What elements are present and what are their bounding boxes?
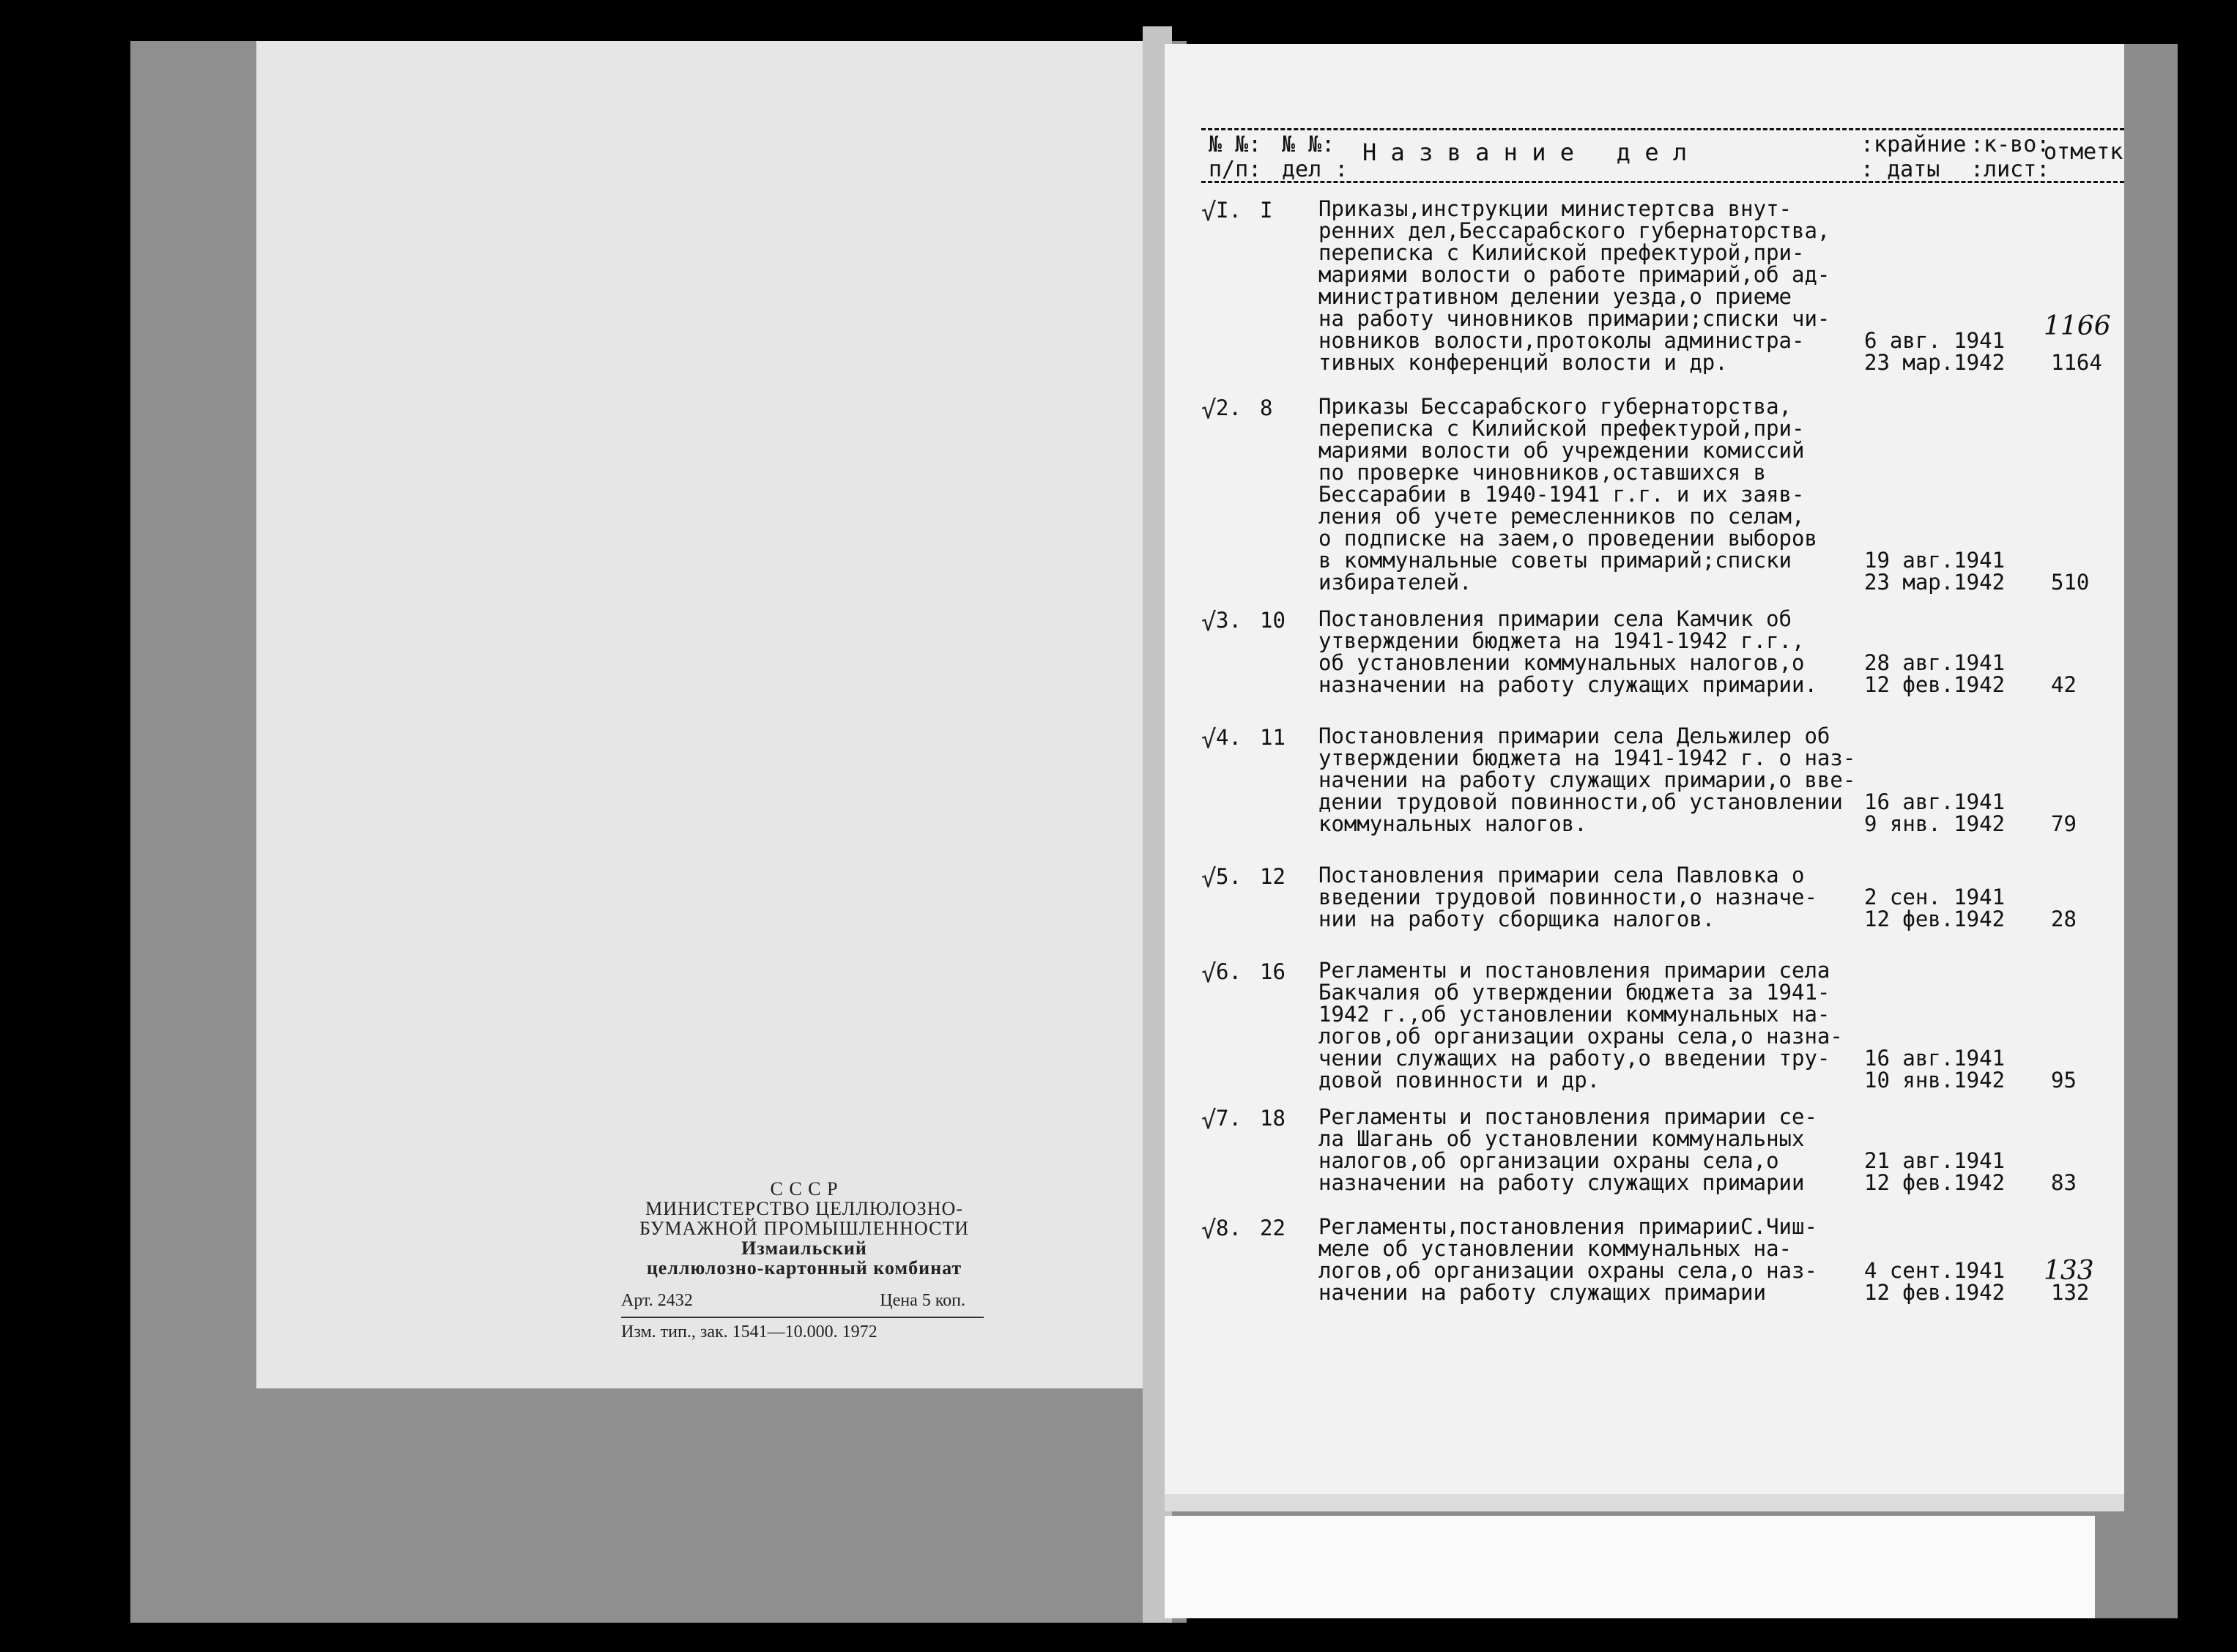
sheet-count: 28 (2051, 907, 2077, 931)
date-range (1864, 548, 2006, 595)
imprint-footer: Изм. тип., зак. 1541—10.000. 1972 (621, 1322, 878, 1342)
date-start: 2 сен. 1941 (1864, 885, 2006, 909)
imprint-line-1: С С С Р (770, 1178, 839, 1199)
date-end: 23 мар.1942 (1864, 570, 2006, 595)
date-end: 23 мар.1942 (1864, 350, 2006, 375)
row-number: 5. (1216, 864, 1242, 889)
row-number: I. (1216, 198, 1242, 223)
checkmark-icon: √ (1201, 395, 1217, 425)
header-rule-top (1201, 128, 2124, 130)
header-rule-bottom (1201, 181, 2124, 183)
imprint-art: Арт. 2432 (621, 1291, 693, 1310)
row-number: 3. (1216, 608, 1242, 633)
date-end: 12 фев.1942 (1864, 907, 2006, 931)
file-number: 11 (1260, 725, 1286, 750)
header-sheets: :к-во: :лист: (1970, 132, 2050, 182)
header-title: Н а з в а н и е д е л (1362, 138, 1688, 166)
file-number: 16 (1260, 959, 1286, 984)
date-start: 6 авг. 1941 (1864, 328, 2006, 353)
imprint-divider (621, 1317, 984, 1318)
row-number: 2. (1216, 395, 1242, 420)
date-range (1864, 1258, 2006, 1305)
imprint-line-3: БУМАЖНОЙ ПРОМЫШЛЕННОСТИ (639, 1218, 969, 1239)
date-range (1864, 1148, 2006, 1195)
row-number: 7. (1216, 1106, 1242, 1131)
file-number: 10 (1260, 608, 1286, 633)
date-end: 12 фев.1942 (1864, 1170, 2006, 1195)
sheet-count: 1164 (2051, 350, 2102, 375)
date-range (1864, 1046, 2006, 1093)
file-title: Постановления примарии села Дельжилер об утверждении бюджета на 1941-1942 г. о наз- начении на работу служащих примарии,о вве- дении трудовой повинности,об установлении коммунальных налогов. (1318, 723, 1856, 836)
publisher-imprint (621, 1179, 987, 1342)
file-title: Регламенты и постановления примарии села Бакчалия об утверждении бюджета за 1941- 1942 г.,об установлении коммунальных на- логов,об организации охраны села,о назна- чении служащих на работу,о введении тру- довой повинности и др. (1318, 958, 1843, 1093)
sheet-count: 510 (2051, 570, 2090, 595)
imprint-line-5: целлюлозно-картонный комбинат (646, 1257, 962, 1279)
date-end: 12 фев.1942 (1864, 1280, 2006, 1305)
imprint-price: Цена 5 коп. (880, 1291, 965, 1310)
paper-tab (1165, 1516, 2095, 1618)
sheet-count: 79 (2051, 811, 2077, 836)
sheet-count: 42 (2051, 672, 2077, 697)
file-number: 18 (1260, 1106, 1286, 1131)
sheet-count: 95 (2051, 1068, 2077, 1093)
table-header (1201, 128, 2124, 187)
imprint-art-price (621, 1291, 987, 1311)
date-start: 21 авг.1941 (1864, 1148, 2006, 1173)
file-number: I (1260, 198, 1273, 223)
row-number: 6. (1216, 959, 1242, 984)
imprint-line-4: Измаильский (741, 1238, 867, 1259)
checkmark-icon: √ (1201, 1216, 1217, 1245)
date-start: 28 авг.1941 (1864, 650, 2006, 675)
imprint-line-2: МИНИСТЕРСТВО ЦЕЛЛЮЛОЗНО- (645, 1198, 963, 1219)
file-number: 22 (1260, 1216, 1286, 1240)
date-start: 16 авг.1941 (1864, 1046, 2006, 1071)
date-range (1864, 650, 2006, 697)
header-del: № №: дел : (1282, 132, 1348, 182)
date-start: 4 сент.1941 (1864, 1258, 2006, 1283)
header-num: № №: п/п: (1209, 132, 1262, 182)
checkmark-icon: √ (1201, 725, 1217, 754)
date-end: 12 фев.1942 (1864, 672, 2006, 697)
handwritten-sheet-count: 133 (2044, 1256, 2094, 1286)
date-start: 19 авг.1941 (1864, 548, 2006, 573)
checkmark-icon: √ (1201, 959, 1217, 989)
sheet-count: 83 (2051, 1170, 2077, 1195)
file-title: Регламенты и постановления примарии се- ла Шагань об установлении коммунальных налогов,об организации охраны села,о назначении на работу служащих примарии (1318, 1104, 1817, 1195)
header-dates: :крайние : даты (1861, 132, 1967, 182)
date-range (1864, 328, 2006, 375)
sheet-count: 132 (2051, 1280, 2090, 1305)
checkmark-icon: √ (1201, 864, 1217, 893)
file-title: Постановления примарии села Павловка о введении трудовой повинности,о назначе- нии на работу сборщика налогов. (1318, 863, 1817, 931)
file-title: Регламенты,постановления примарииС.Чиш- меле об установлении коммунальных на- логов,об организации охраны села,о наз- начении на работу служащих примарии (1318, 1214, 1817, 1305)
date-range (1864, 789, 2006, 836)
file-title: Приказы,инструкции министертсва внут- ренних дел,Бессарабского губернаторства, переписка с Килийской префектурой,при- мариями волости о работе примарий,об ад- министративном делении уезда,о приеме на работу чиновников примарии;списки чи- новников волости,протоколы администра- тивных конференций волости и др. (1318, 196, 1830, 375)
checkmark-icon: √ (1201, 1106, 1217, 1135)
date-end: 10 янв.1942 (1864, 1068, 2006, 1093)
handwritten-sheet-count: 1166 (2044, 311, 2111, 341)
checkmark-icon: √ (1201, 608, 1217, 637)
date-range (1864, 885, 2006, 931)
checkmark-icon: √ (1201, 198, 1217, 227)
file-number: 8 (1260, 395, 1273, 420)
paper-edge (1165, 1494, 2124, 1511)
date-start: 16 авг.1941 (1864, 789, 2006, 814)
header-notes: отметк (2044, 139, 2123, 165)
row-number: 8. (1216, 1216, 1242, 1240)
file-title: Приказы Бессарабского губернаторства, переписка с Килийской префектурой,при- мариями волости об учреждении комиссий по проверке чиновников,оставшихся в Бессарабии в 1940-1941 г.г. и их заяв- ления об учете ремесленников по селам, о подписке на заем,о проведении выборов в коммунальные советы примарий;списки избирателей. (1318, 394, 1817, 595)
date-end: 9 янв. 1942 (1864, 811, 2006, 836)
file-number: 12 (1260, 864, 1286, 889)
file-title: Постановления примарии села Камчик об утверждении бюджета на 1941-1942 г.г., об установлении коммунальных налогов,о назначении на работу служащих примарии. (1318, 606, 1817, 697)
row-number: 4. (1216, 725, 1242, 750)
